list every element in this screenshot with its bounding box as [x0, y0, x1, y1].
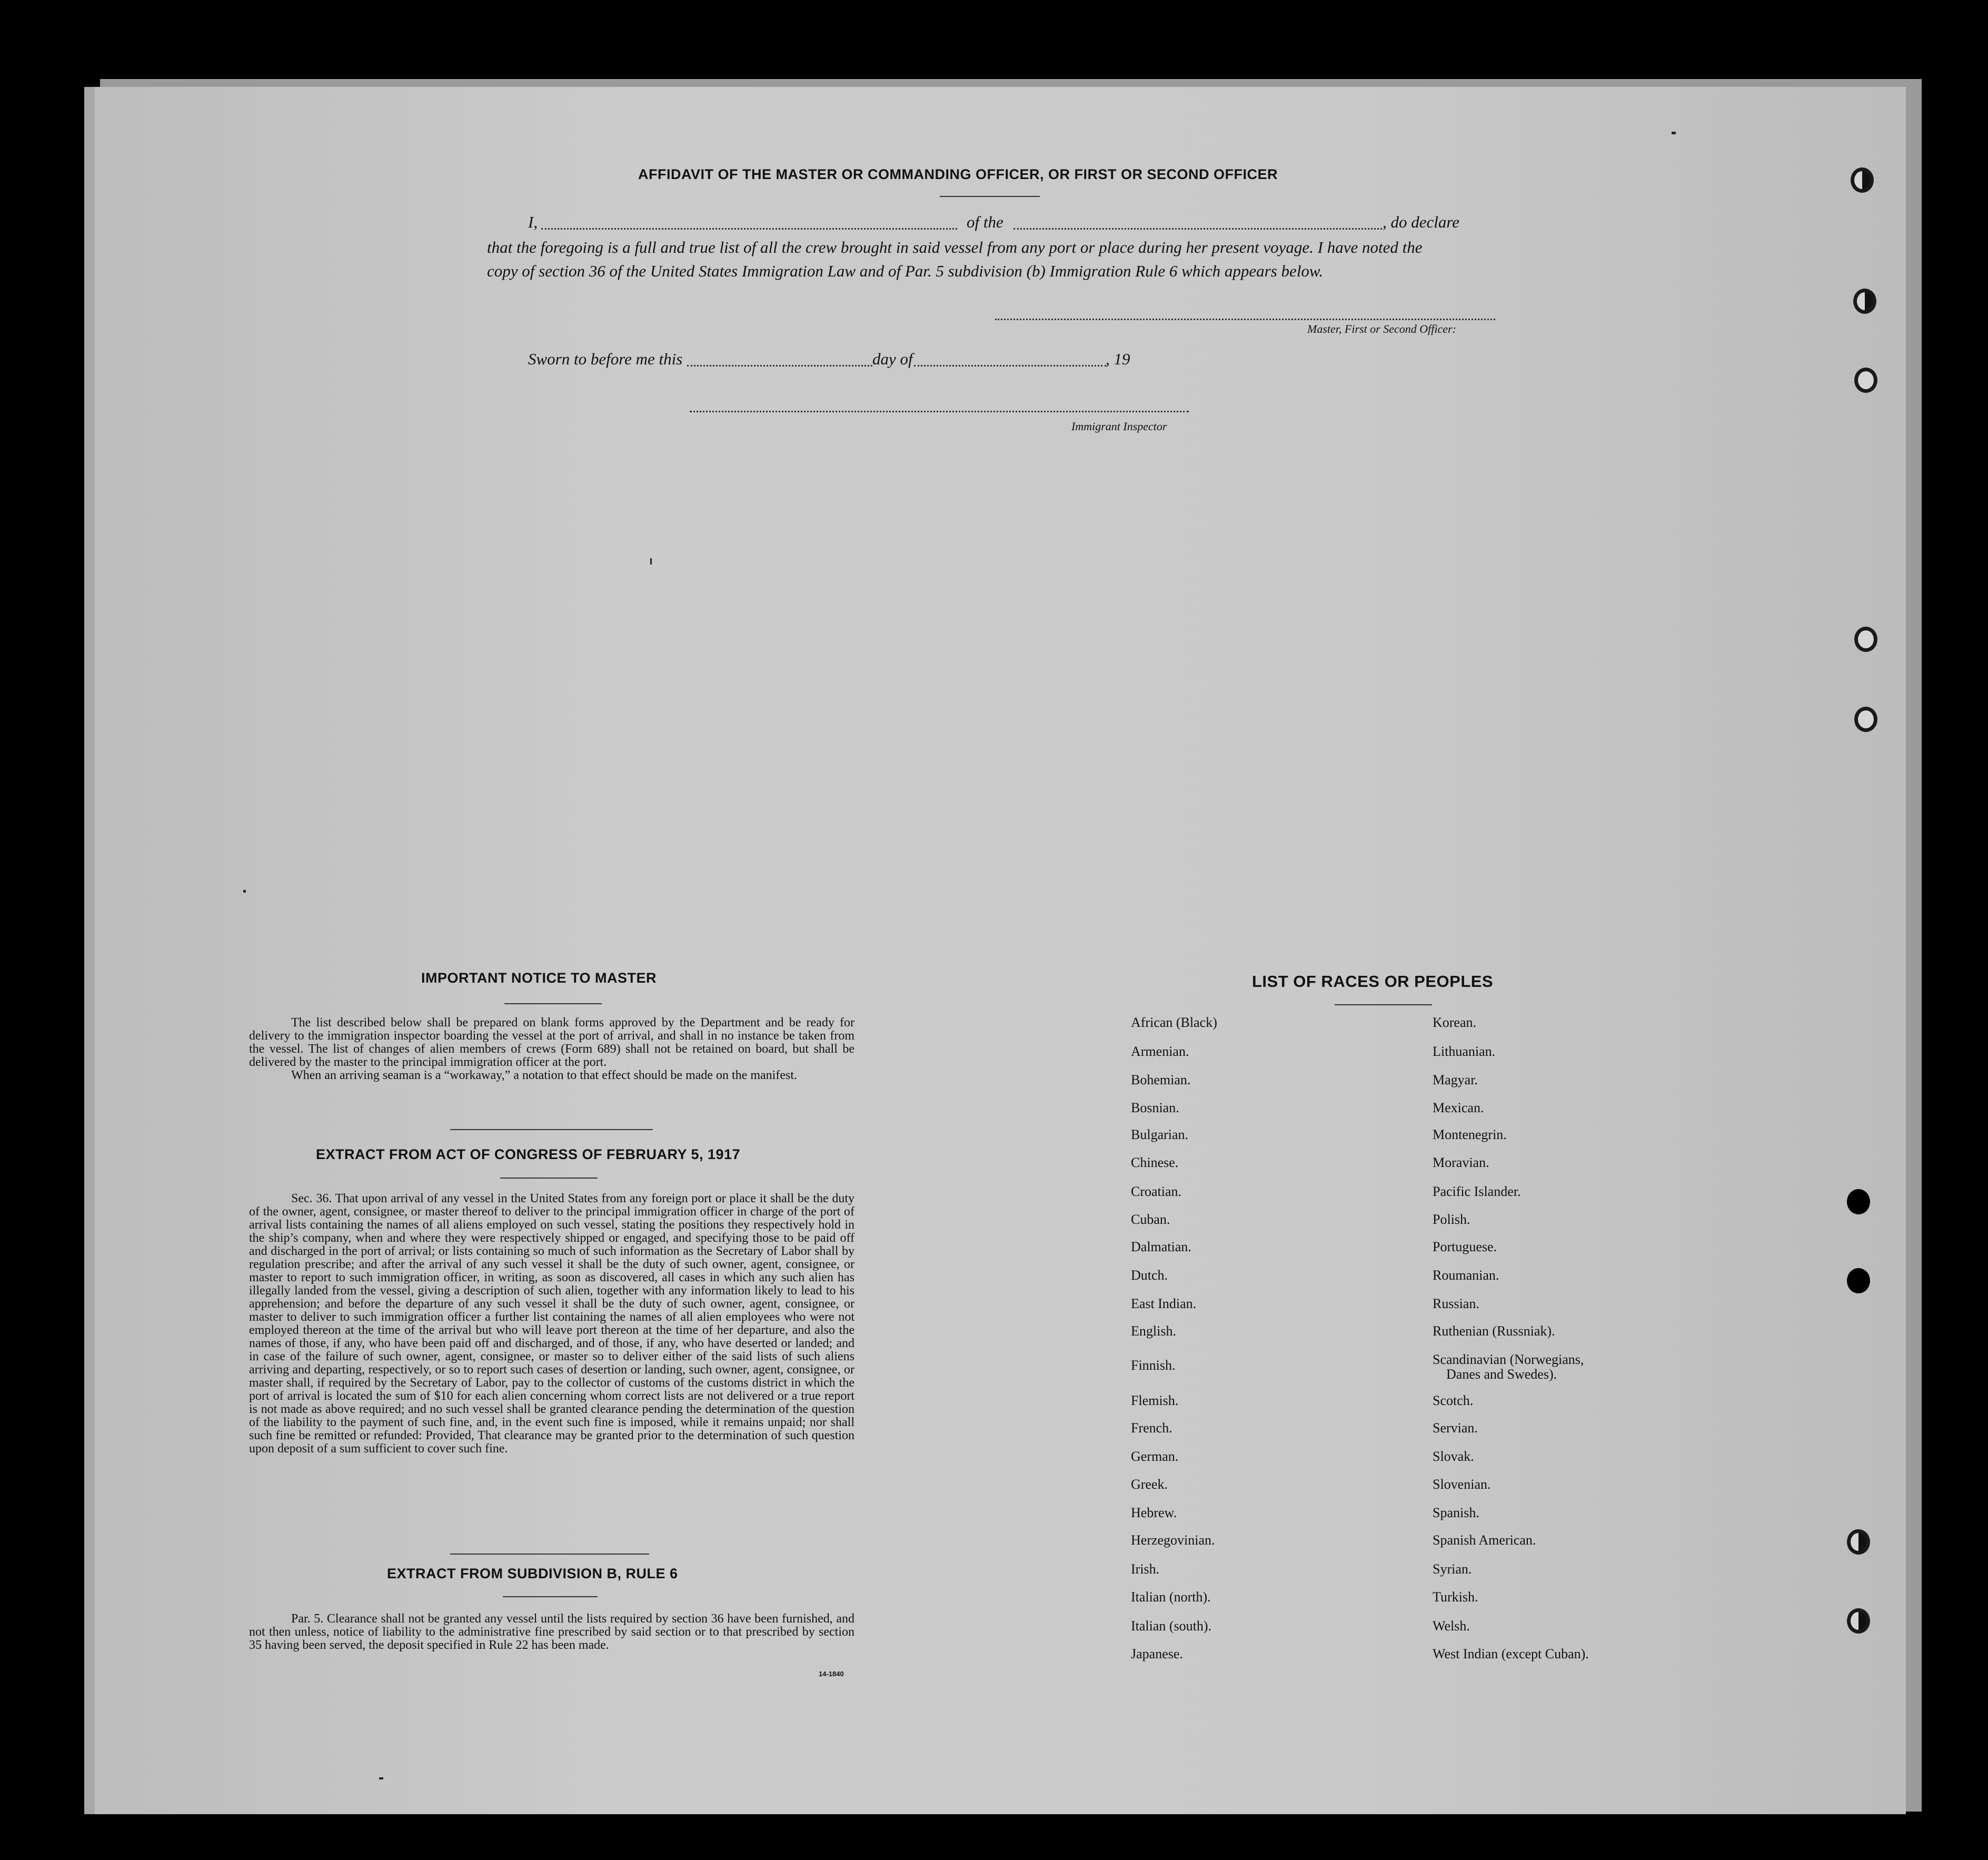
extract-rule-paragraph: Par. 5. Clearance shall not be granted any vessel until the lists required by section 36 have been furnished, and not then unless, notice of liability to the administrative fine prescribed by said section or to that prescribed by section 35 having been served, the deposit specified in Rule 22 has been made. — [249, 1612, 854, 1652]
binder-hole-icon — [1847, 1529, 1870, 1555]
year-label: , 19 — [1106, 350, 1130, 368]
binder-hole-icon — [1851, 167, 1874, 193]
inspector-caption: Immigrant Inspector — [1071, 420, 1167, 433]
scan-mark — [650, 558, 652, 565]
signature-caption: Master, First or Second Officer: — [1307, 322, 1456, 335]
scan-mark — [1672, 132, 1676, 134]
scan-mark — [243, 890, 246, 893]
section-divider — [450, 1554, 649, 1555]
sworn-month-blank — [914, 365, 1106, 367]
binder-hole-icon — [1847, 1268, 1870, 1293]
page-edge — [84, 87, 95, 1814]
section-divider — [450, 1129, 653, 1130]
race-list-item: Slovenian. — [1433, 1477, 1491, 1492]
form-number: 14-1840 — [819, 1670, 844, 1678]
race-list-item: Japanese. — [1131, 1646, 1183, 1661]
race-list-item: East Indian. — [1131, 1296, 1197, 1311]
race-list-item: Roumanian. — [1433, 1268, 1499, 1283]
extract-act-underline — [500, 1178, 598, 1179]
race-list-item: German. — [1131, 1449, 1179, 1464]
race-list-item: Servian. — [1433, 1420, 1478, 1436]
notice-text — [249, 1016, 854, 1082]
inspector-signature-blank — [690, 411, 1189, 412]
race-list-item: Scotch. — [1433, 1393, 1474, 1408]
race-list-item: West Indian (except Cuban). — [1433, 1646, 1589, 1661]
scan-mark — [379, 1777, 383, 1779]
binder-hole-icon — [1847, 1189, 1870, 1214]
race-list-item: Spanish. — [1433, 1505, 1479, 1520]
extract-rule-underline — [503, 1596, 598, 1597]
sworn-label: Sworn to before me this — [528, 350, 683, 368]
name-blank — [541, 228, 957, 230]
extract-rule-title: EXTRACT FROM SUBDIVISION B, RULE 6 — [387, 1566, 678, 1581]
affidavit-line-2: that the foregoing is a full and true list of all the crew brought in said vessel from any port or place during her present voyage. I have noted the — [487, 238, 1423, 256]
title-underline — [940, 196, 1040, 197]
day-of-label: day of — [872, 350, 913, 368]
race-list-item: Welsh. — [1433, 1618, 1470, 1634]
notice-underline — [504, 1003, 602, 1004]
affidavit-i-label: I, — [528, 213, 538, 231]
race-list-item: Ruthenian (Russniak). — [1433, 1323, 1555, 1339]
race-list-item: Dutch. — [1131, 1268, 1168, 1283]
race-list-item: French. — [1131, 1420, 1172, 1436]
race-list-item: Italian (north). — [1131, 1589, 1211, 1605]
extract-act-text — [249, 1192, 854, 1456]
signature-blank — [995, 319, 1495, 320]
vessel-blank — [1013, 228, 1382, 230]
race-list-item: Croatian. — [1131, 1184, 1182, 1199]
race-list-item: Polish. — [1433, 1212, 1470, 1227]
affidavit-title: AFFIDAVIT OF THE MASTER OR COMMANDING OFFICER, OR FIRST OR SECOND OFFICER — [638, 166, 1278, 182]
binder-hole-icon — [1854, 707, 1877, 732]
notice-title: IMPORTANT NOTICE TO MASTER — [421, 970, 657, 986]
races-underline — [1335, 1004, 1432, 1005]
document-page — [84, 87, 1906, 1814]
race-list-item: Dalmatian. — [1131, 1239, 1191, 1254]
affidavit-do-declare-label: , do declare — [1383, 213, 1460, 231]
scan-border — [0, 1833, 1988, 1860]
race-list-item: Korean. — [1433, 1015, 1477, 1030]
race-list-item: Turkish. — [1433, 1589, 1478, 1605]
race-list-item: Bosnian. — [1131, 1100, 1179, 1115]
race-list-item: Lithuanian. — [1433, 1044, 1496, 1059]
race-list-item: Cuban. — [1131, 1212, 1170, 1227]
race-list-item: Armenian. — [1131, 1044, 1189, 1059]
extract-act-paragraph: Sec. 36. That upon arrival of any vessel in the United States from any foreign port or place it shall be the duty of the owner, agent, consignee, or master thereof to deliver to the principal immigration officer in charge of the port of arrival lists containing the names of all aliens employed on such vessel, stating the positions they respectively hold in the ship’s company, when and where they were respectively shipped or engaged, and specifying those to be paid off and discharged in the port of arrival; or lists containing so much of such information as the Secretary of Labor shall by regulation prescribe; and after the arrival of any such vessel it shall be the duty of such owner, agent, consignee, or master to report to such immigration officer, in writing, as soon as discovered, all cases in which any such alien has illegally landed from the vessel, giving a description of such alien, together with any information likely to lead to his apprehension; and before the departure of any such vessel it shall be the duty of such owner, agent, consignee, or master to deliver to such immigration officer a further list containing the names of all alien employees who were not employed thereon at the time of the arrival but who will leave port thereon at the time of her departure, and also the names of those, if any, who have been paid off and discharged, and of those, if any, who have deserted or landed; and in case of the failure of such owner, agent, consignee, or master so to deliver either of the said lists of such aliens arriving and departing, respectively, or so to report such cases of desertion or landing, such owner, agent, consignee, or master shall, if required by the Secretary of Labor, pay to the collector of customs of the customs district in which the port of arrival is located the sum of $10 for each alien concerning whom correct lists are not delivered or a true report is not made as above required; and no such vessel shall be granted clearance pending the determination of the question of the liability to the payment of such fine, and, in the event such fine is imposed, while it remains unpaid; nor shall such fine be remitted or refunded: Provided, That clearance may be granted prior to the determination of such question upon deposit of a sum sufficient to cover such fine. — [249, 1192, 854, 1456]
race-list-item: Hebrew. — [1131, 1505, 1177, 1520]
sworn-day-blank — [687, 365, 872, 367]
race-list-item: African (Black) — [1131, 1015, 1217, 1030]
race-list-item: Irish. — [1131, 1561, 1160, 1577]
notice-paragraph: The list described below shall be prepared on blank forms approved by the Department and be ready for delivery to the immigration inspector boarding the vessel at the port of arrival, and shall in no instance be taken from the vessel. The list of changes of alien members of crews (Form 689) shall not be retained on board, but shall be delivered by the master to the principal immigration officer at the port. — [249, 1016, 854, 1069]
race-list-item: Italian (south). — [1131, 1618, 1212, 1634]
binder-hole-icon — [1854, 627, 1877, 652]
race-list-item: English. — [1131, 1323, 1176, 1339]
race-list-item: Chinese. — [1131, 1155, 1179, 1170]
race-list-item: Mexican. — [1433, 1100, 1484, 1115]
binder-hole-icon — [1854, 368, 1877, 393]
race-list-item: Magyar. — [1433, 1072, 1478, 1087]
race-list-item: Moravian. — [1433, 1155, 1489, 1170]
race-list-item: Greek. — [1131, 1477, 1168, 1492]
race-list-item: Portuguese. — [1433, 1239, 1497, 1254]
race-list-item: Bohemian. — [1131, 1072, 1191, 1087]
race-list-item: Slovak. — [1433, 1449, 1474, 1464]
race-list-item: Pacific Islander. — [1433, 1184, 1521, 1199]
race-list-item: Herzegovinian. — [1131, 1532, 1215, 1548]
race-list-item: Montenegrin. — [1433, 1127, 1507, 1142]
race-list-item: Bulgarian. — [1131, 1127, 1189, 1142]
binder-hole-icon — [1847, 1608, 1870, 1634]
affidavit-of-the-label: of the — [967, 213, 1003, 231]
binder-hole-icon — [1853, 289, 1876, 314]
race-list-item: Russian. — [1433, 1296, 1479, 1311]
notice-paragraph: When an arriving seaman is a “workaway,” a notation to that effect should be made on the manifest. — [291, 1068, 797, 1082]
race-list-item: Flemish. — [1131, 1393, 1179, 1408]
race-list-item: Spanish American. — [1433, 1532, 1536, 1548]
race-list-item: Scandinavian (Norwegians, Danes and Swedes). — [1433, 1352, 1584, 1382]
race-list-item: Finnish. — [1131, 1358, 1176, 1373]
affidavit-line-3: copy of section 36 of the United States Immigration Law and of Par. 5 subdivision (b) Immigration Rule 6 which appears below. — [487, 262, 1324, 280]
race-list-item: Syrian. — [1433, 1561, 1472, 1577]
extract-act-title: EXTRACT FROM ACT OF CONGRESS OF FEBRUARY 5, 1917 — [316, 1146, 741, 1162]
races-title: LIST OF RACES OR PEOPLES — [1252, 972, 1494, 991]
extract-rule-text — [249, 1612, 854, 1652]
